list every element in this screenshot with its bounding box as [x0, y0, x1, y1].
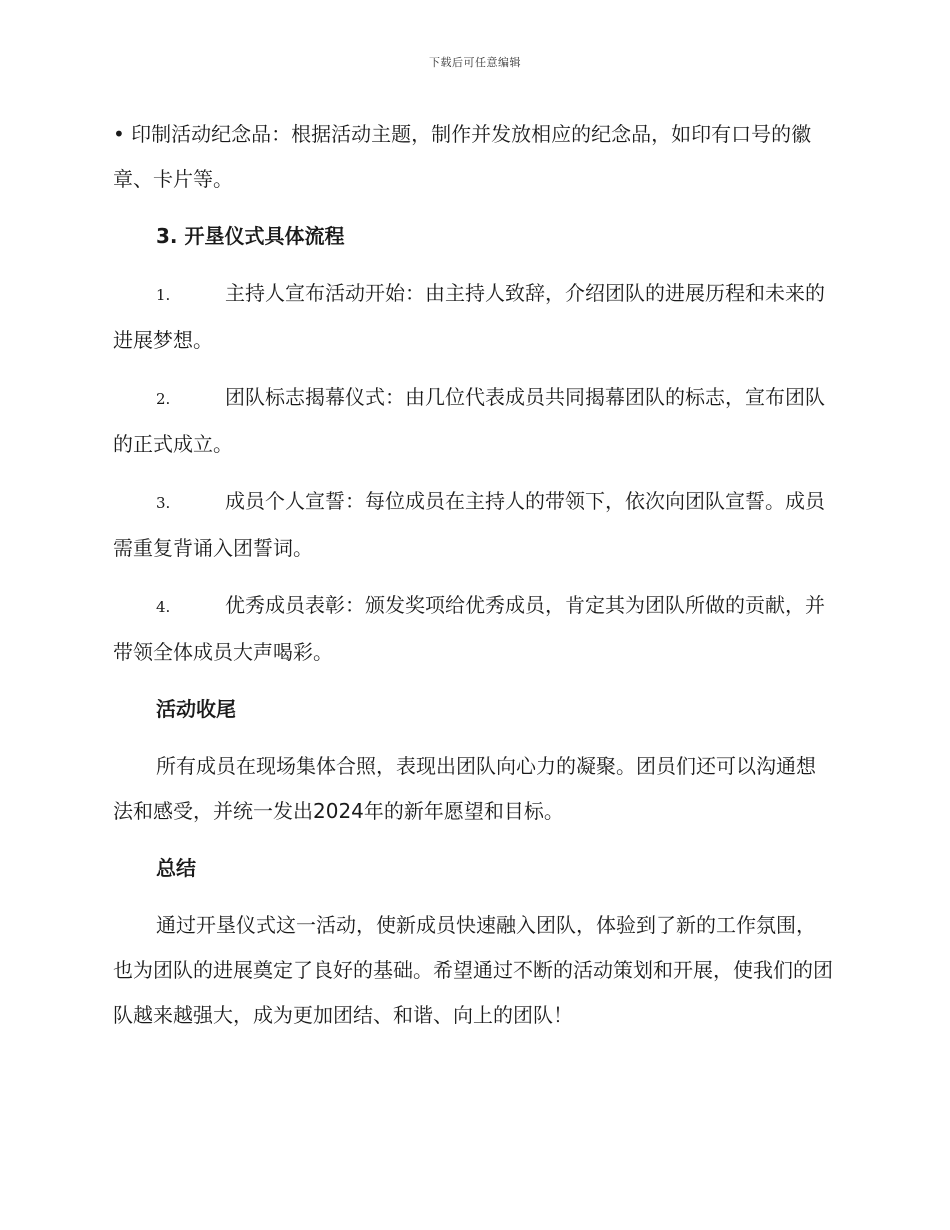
flow-item-3: [113, 479, 835, 571]
flow-item-number: 2.: [156, 390, 171, 408]
summary-heading: 总结: [156, 856, 196, 880]
flow-item-text: 优秀成员表彰：颁发奖项给优秀成员，肯定其为团队所做的贡献，并带领全体成员大声喝彩。: [113, 593, 825, 664]
flow-item-number: 3.: [156, 494, 171, 512]
flow-item-text: 主持人宣布活动开始：由主持人致辞，介绍团队的进展历程和未来的进展梦想。: [113, 281, 825, 352]
flow-item-text: 团队标志揭幕仪式：由几位代表成员共同揭幕团队的标志，宣布团队的正式成立。: [113, 385, 825, 456]
header-note: 下载后可任意编辑: [429, 56, 521, 69]
document-body: [113, 112, 835, 1050]
summary-paragraph: 通过开垦仪式这一活动，使新成员快速融入团队，体验到了新的工作氛围，也为团队的进展奠定了良好的基础。希望通过不断的活动策划和开展，使我们的团队越来越强大，成为更加团结、和谐、向上的团队！: [113, 913, 833, 1027]
flow-item-number: 4.: [156, 598, 171, 616]
flow-item-4: [113, 583, 835, 675]
flow-item-1: [113, 271, 835, 363]
souvenir-bullet: • 印制活动纪念品：根据活动主题，制作并发放相应的纪念品，如印有口号的徽章、卡片等。: [113, 122, 812, 191]
flow-item-text: 成员个人宣誓：每位成员在主持人的带领下，依次向团队宣誓。成员需重复背诵入团誓词。: [113, 489, 825, 560]
flow-heading: 3. 开垦仪式具体流程: [156, 224, 345, 248]
closing-heading: 活动收尾: [156, 697, 236, 721]
closing-paragraph: 所有成员在现场集体合照，表现出团队向心力的凝聚。团员们还可以沟通想法和感受，并统一发出2024年的新年愿望和目标。: [113, 754, 816, 823]
flow-item-number: 1.: [156, 286, 171, 304]
flow-item-2: [113, 375, 835, 467]
